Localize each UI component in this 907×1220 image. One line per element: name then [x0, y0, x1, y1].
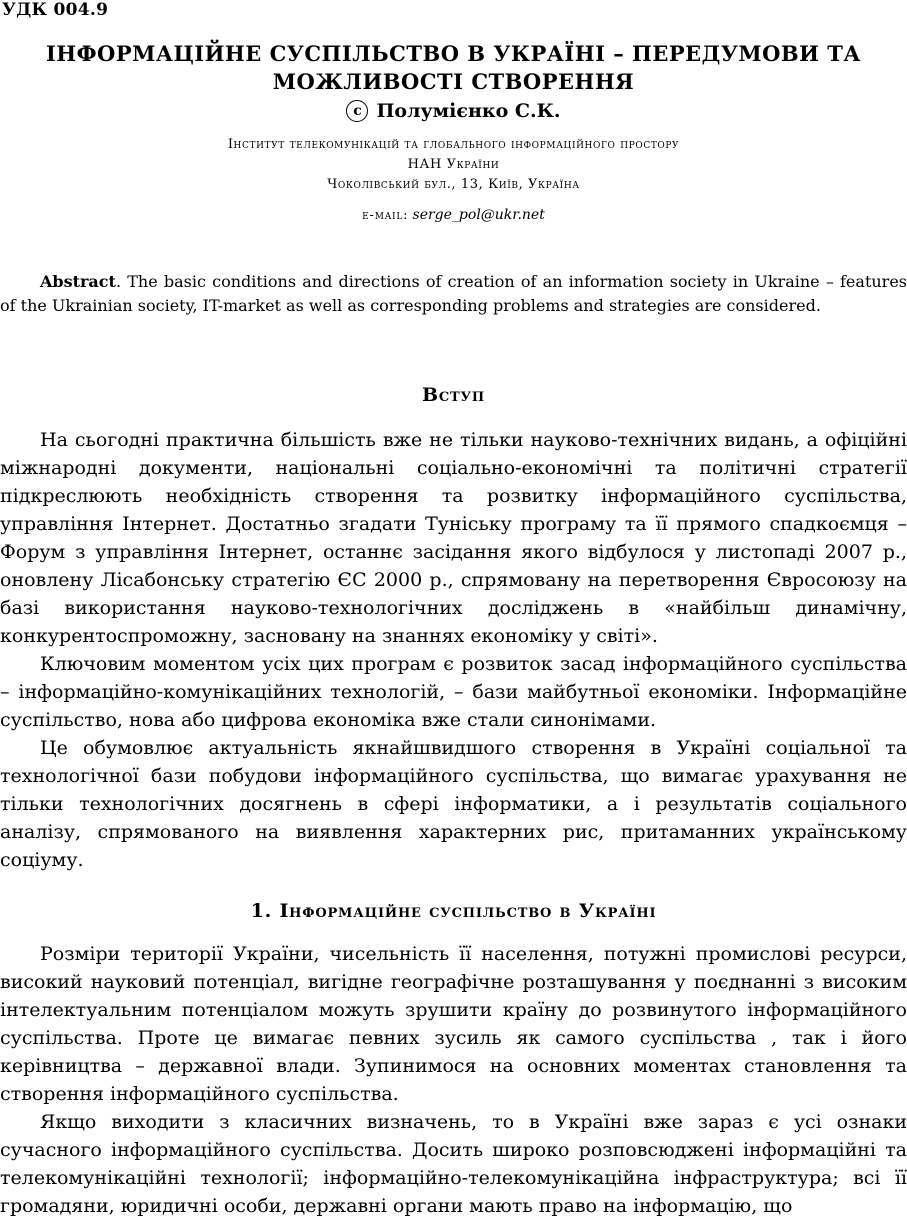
paragraph: Розміри території України, чисельність її населення, потужні промислові ресурси, високий науковий потенціал, вигідне географічне розташування у поєднанні з високим інтелектуальним потенціалом можуть зрушити країну до розвинутого інформаційного суспільства. Проте це вимагає певних зусиль як самого суспільства , так і його керівництва – державної влади. Зупинимося на основних моментах становлення та створення інформаційного суспільства. [0, 943, 907, 1105]
paper-title-line-1: ІНФОРМАЦІЙНЕ СУСПІЛЬСТВО В УКРАЇНІ – ПЕРЕДУМОВИ ТА [45, 41, 862, 66]
paragraph: Це обумовлює актуальність якнайшвидшого створення в Україні соціальної та технологічної бази побудови інформаційного суспільства, що вимагає урахування не тільки технологічних досягнень в сфері інформатики, а і результатів соціального аналізу, спрямованого на виявлення характерних рис, притаманних українському соціуму. [0, 737, 907, 871]
section-heading-1: 1. Інформаційне суспільство в Україні [250, 900, 657, 922]
section-heading-intro: Вступ [422, 384, 485, 406]
abstract-label: Abstract [40, 272, 116, 291]
copyright-icon: c [346, 100, 368, 122]
email-address: serge_pol@ukr.net [412, 207, 545, 223]
author-line [0, 100, 907, 122]
section-intro-body [0, 426, 907, 874]
paragraph: Якщо виходити з класичних визначень, то в Україні вже зараз є усі ознаки сучасного інформаційного суспільства. Досить широко розповсюджені інформаційні та телекомунікаційні технології; інформаційно-телекомунікаційна інфраструктура; всі її громадяни, юридичні особи, державні органи мають право на інформацію, що [0, 1111, 907, 1217]
paper-title [0, 40, 907, 96]
abstract [0, 270, 907, 318]
paper-title-line-2: МОЖЛИВОСТІ СТВОРЕННЯ [272, 69, 635, 94]
affiliation-line-2: НАН України [407, 157, 500, 172]
author-name: Полумієнко С.К. [376, 100, 561, 122]
section-1-body [0, 940, 907, 1220]
email-line [0, 207, 907, 223]
email-label: e-mail: [362, 208, 409, 223]
udc-code: УДК 004.9 [2, 0, 109, 20]
paragraph: На сьогодні практична більшість вже не тільки науково-технічних видань, а офіційні міжнародні документи, національні соціально-економічні та політичні стратегії підкреслюють необхідність створення та розвитку інформаційного суспільства, управління Інтернет. Достатньо згадати Туніську програму та її прямого спадкоємця – Форум з управління Інтернет, останнє засідання якого відбулося у листопаді 2007 р., оновлену Лісабонську стратегію ЄС 2000 р., спрямовану на перетворення Євросоюзу на базі використання науково-технологічних досліджень в «найбільш динамічну, конкурентоспроможну, засновану на знаннях економіку у світі». [0, 429, 907, 647]
affiliation-line-1: Інститут телекомунікацій та глобального інформаційного простору [227, 137, 680, 152]
paragraph: Ключовим моментом усіх цих програм є розвиток засад інформаційного суспільства – інформаційно-комунікаційних технологій, – бази майбутньої економіки. Інформаційне суспільство, нова або цифрова економіка вже стали синонімами. [0, 653, 907, 731]
abstract-text: . The basic conditions and directions of creation of an information society in Ukraine – features of the Ukrainian society, IT-market as well as corresponding problems and strategies are considered. [0, 272, 907, 315]
affiliation-line-3: Чоколівський бул., 13, Київ, Україна [327, 177, 580, 192]
